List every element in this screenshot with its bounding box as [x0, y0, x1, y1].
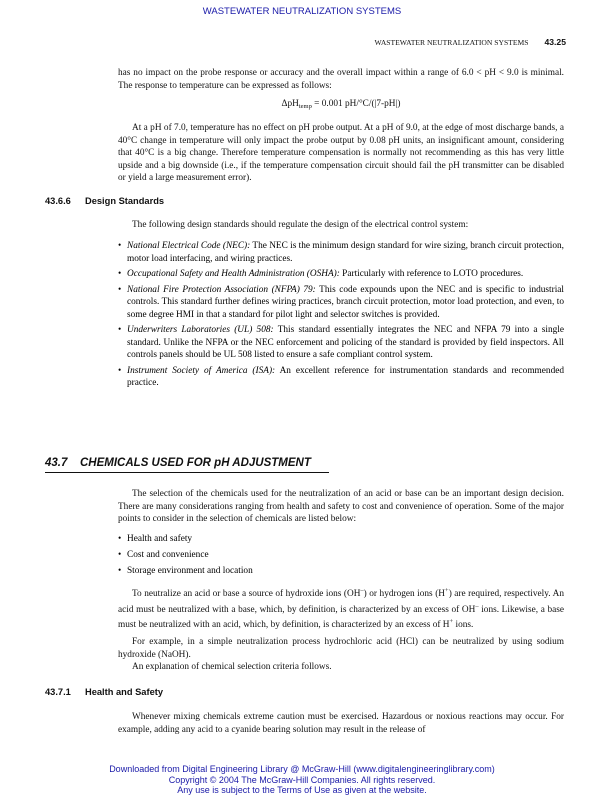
section-heading-43-7-1	[45, 687, 163, 697]
section-number: 43.7	[45, 457, 68, 469]
list-item: • Health and safety	[118, 533, 564, 546]
footer-terms: Any use is subject to the Terms of Use as given at the website.	[177, 785, 427, 795]
design-standards-intro: The following design standards should regulate the design of the electrical control system:	[132, 220, 469, 230]
standard-description: Particularly with reference to LOTO procedures.	[339, 269, 524, 279]
list-item	[118, 324, 564, 362]
running-head	[0, 37, 566, 47]
standard-description: The NEC is the minimum design standard for wire sizing, branch circuit protection, motor load interfacing, and wiring practices.	[127, 241, 565, 264]
footer-copyright: Copyright © 2004 The McGraw-Hill Companies. All rights reserved.	[168, 774, 436, 785]
health-safety-paragraph: Whenever mixing chemicals extreme caution must be exercised. Hazardous or noxious reactions may occur. For example, adding any acid to a cyanide bearing solution may result in the release of	[118, 712, 564, 735]
list-item	[118, 268, 564, 281]
standard-name: Underwriters Laboratories (UL) 508:	[127, 325, 274, 335]
equation-rhs: = 0.001 pH/°C/(|7-pH|)	[311, 99, 401, 109]
standard-description: This standard essentially integrates the NEC and NFPA 79 into a single standard. Unlike the NFPA or the NEC enforcement and policing of the standard is provided by field inspectors. All controls panels should be UL 508 listed to ensure a safe compliant control system.	[127, 325, 564, 360]
section-number: 43.6.6	[45, 196, 71, 206]
explanation-paragraph: An explanation of chemical selection criteria follows.	[132, 662, 332, 672]
design-standards-list	[118, 240, 564, 393]
temperature-equation	[118, 99, 564, 110]
top-banner: WASTEWATER NEUTRALIZATION SYSTEMS	[202, 6, 402, 17]
section-heading-43-6-6	[45, 196, 164, 206]
standard-name: National Fire Protection Association (NFPA) 79:	[127, 284, 316, 295]
section-number: 43.7.1	[45, 687, 71, 697]
standard-name: Instrument Society of America (ISA):	[127, 365, 276, 376]
chemicals-intro: The selection of the chemicals used for the neutralization of an acid or base can be an important design decision. There are many considerations ranging from health and safety to cost and convenience of operation. Some of the major points to consider in the selection of chemicals are listed below:	[118, 489, 564, 524]
section-title: Design Standards	[85, 196, 165, 206]
section-heading-43-7	[45, 457, 311, 469]
section-rule	[45, 472, 329, 473]
page-number: 43.25	[544, 37, 566, 47]
list-item: • Storage environment and location	[118, 565, 564, 578]
temperature-paragraph: At a pH of 7.0, temperature has no effect on pH probe output. At a pH of 9.0, at the edge of most discharge bands, a 40°C change in temperature will only impact the probe output by 0.08 pH units, an insignificant amount, considering that 40°C is a big change. Therefore temperature compensation is normally not recommending as this has very little upside and a big downside (i.e., if the temperature compensation circuit should fail the pH transmitter can be disabled or yield a large measurement error).	[118, 123, 564, 183]
standard-name: National Electrical Code (NEC):	[127, 241, 251, 251]
standard-name: Occupational Safety and Health Administration (OSHA):	[127, 269, 340, 279]
list-item	[118, 365, 564, 390]
footer-download-link[interactable]: Downloaded from Digital Engineering Library @ McGraw-Hill (www.digitalengineeringlibrary.com)	[109, 764, 495, 774]
section-title: Health and Safety	[85, 687, 164, 697]
equation-subscript: temp	[298, 103, 312, 110]
footer	[0, 764, 604, 796]
example-paragraph: For example, in a simple neutralization process hydrochloric acid (HCl) can be neutralized by using sodium hydroxide (NaOH).	[118, 637, 564, 660]
equation-lhs: ΔpH	[281, 99, 299, 109]
list-item	[118, 284, 564, 322]
neutralization-paragraph: To neutralize an acid or base a source of hydroxide ions (OH–) or hydrogen ions (H+) are required, respectively. An acid must be neutralized with a base, which, by definition, is characterized by an excess of OH– ions. Likewise, a base must be neutralized with an acid, which, by definition, is characterized by an excess of H+ ions.	[118, 587, 564, 630]
intro-paragraph: has no impact on the probe response or accuracy and the overall impact within a range of 6.0 < pH < 9.0 is minimal. The response to temperature can be expressed as follows:	[118, 68, 564, 91]
list-item: • Cost and convenience	[118, 549, 564, 562]
running-head-title: WASTEWATER NEUTRALIZATION SYSTEMS	[374, 38, 529, 47]
standard-description: This code expounds upon the NEC and is specific to industrial controls. This standard further defines wiring practices, branch circuit protection, motor load protection, and even, to some degree HMI in that a standard for pilot light and selector switches is provided.	[127, 284, 564, 320]
section-title: CHEMICALS USED FOR pH ADJUSTMENT	[80, 457, 311, 469]
chemical-criteria-list	[118, 533, 564, 581]
list-item	[118, 240, 564, 265]
standard-description: An excellent reference for instrumentation standards and recommended practice.	[127, 365, 564, 388]
